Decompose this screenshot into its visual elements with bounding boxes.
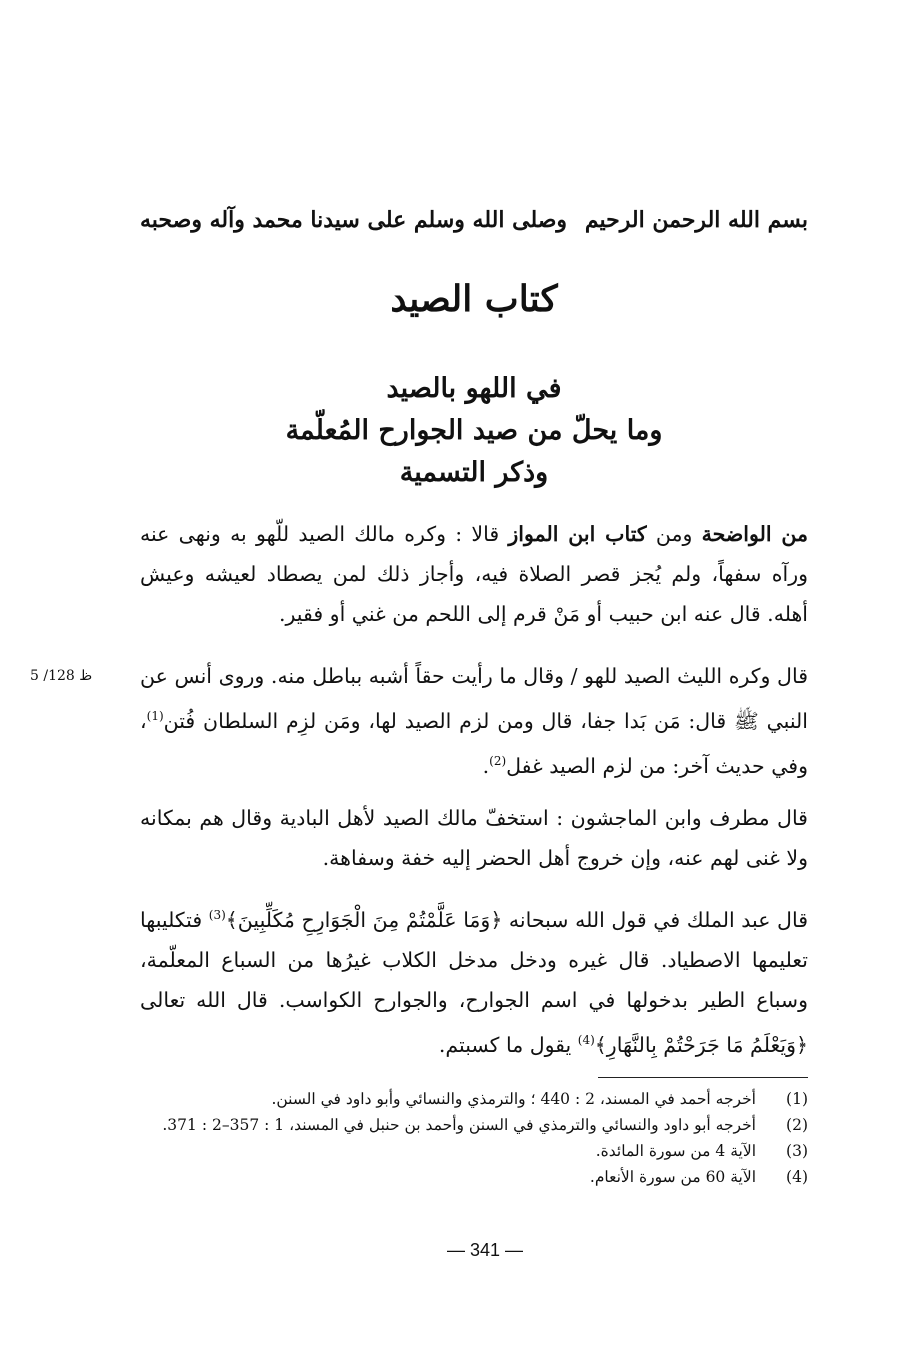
source-ibn-mawwaz: كتاب ابن المواز (508, 522, 647, 546)
footnote-4 (140, 1164, 808, 1190)
source-wadiha: من الواضحة (701, 522, 808, 546)
chapter-title (140, 368, 808, 494)
paragraph-2 (140, 656, 808, 786)
footnote-text: أخرجه أبو داود والنسائي والترمذي في السنن وأحمد بن حنبل في المسند، 1 : 357–2 : 371. (162, 1116, 756, 1134)
footnote-text: الآية 60 من سورة الأنعام. (589, 1168, 756, 1186)
paragraph-4 (140, 895, 808, 1065)
paragraph-4-text-a: قال عبد الملك في قول الله سبحانه ﴿وَمَا عَلَّمْتُمْ مِنَ الْجَوَارِحِ مُكَلِّبِينَ﴾ (225, 907, 808, 932)
page-number: — 341 — (446, 1240, 524, 1260)
footnote-text: أخرجه أحمد في المسند، 2 : 440 ؛ والترمذي والنسائي وأبو داود في السنن. (271, 1090, 756, 1108)
paragraph-2-text-c: . (482, 753, 490, 778)
salawat: وصلى الله وسلم على سيدنا محمد وآله وصحبه (140, 207, 568, 233)
book-title: كتاب الصيد (390, 278, 558, 320)
footnote-2 (140, 1112, 808, 1138)
footnote-number: (2) (786, 1116, 808, 1134)
footnote-1 (140, 1086, 808, 1112)
paragraph-1 (140, 514, 808, 634)
footnote-ref-1: (1) (146, 709, 164, 723)
chapter-title-line-1: في اللهو بالصيد (386, 373, 562, 404)
footnote-3 (140, 1138, 808, 1164)
paragraph-4-text-b: فتكليبها تعليمها الاصطياد. قال غيره ودخل مدخل الكلاب غيرُها من السباع المعلّمة، وسباع الطير بدخولها في اسم الجوارح، والجوارح الكواسب. قال الله تعالى ﴿وَيَعْلَمُ مَا جَرَحْتُمْ بِالنَّهَارِ﴾ (140, 907, 808, 1057)
paragraph-4-text-c: يقول ما كسبتم. (438, 1032, 578, 1057)
footnote-ref-4: (4) (577, 1032, 595, 1047)
paragraph-1-text: قالا : وكره مالك الصيد للّهو به ونهى عنه ورآه سفهاً، ولم يُجز قصر الصلاة فيه، وأجاز ذلك لمن يصطاد لعيشه وعيش أهله. قال عنه ابن حبيب أو مَنْ قرم إلى اللحم من غني أو فقير. (140, 522, 808, 626)
footnote-ref-2: (2) (489, 753, 507, 768)
footnote-number: (4) (786, 1168, 808, 1186)
paragraph-2-text-a: قال وكره الليث الصيد للهو / وقال ما رأيت حقاً أشبه بباطل منه. وروى أنس عن النبي ﷺ قال: مَن بَدا جفا، قال ومن لزم الصيد لها، ومَن لزِم السلطان فُتن (140, 664, 808, 733)
footnotes (140, 1086, 808, 1190)
footnote-number: (3) (786, 1142, 808, 1160)
paragraph-2-text-b: ، وفي حديث آخر: من لزم الصيد غفل (140, 708, 808, 778)
margin-folio-note: 5 /128 ظ (30, 668, 93, 684)
paragraph-3: قال مطرف وابن الماجشون : استخفّ مالك الصيد لأهل البادية وقال هم بمكانه ولا غنى لهم عنه، وإن خروج أهل الحضر إليه خفة وسفاهة. (140, 806, 808, 870)
header-row (140, 200, 808, 240)
footnote-divider (598, 1077, 808, 1078)
chapter-title-line-3: وذكر التسمية (399, 457, 549, 488)
footnote-ref-3: (3) (208, 908, 226, 922)
paragraph-1-connector: ومن (646, 522, 702, 546)
footnote-text: الآية 4 من سورة المائدة. (595, 1142, 756, 1160)
basmala: بسم الله الرحمن الرحيم (584, 207, 808, 233)
footnote-number: (1) (786, 1090, 808, 1108)
chapter-title-line-2: وما يحلّ من صيد الجوارح المُعلّمة (285, 415, 663, 446)
